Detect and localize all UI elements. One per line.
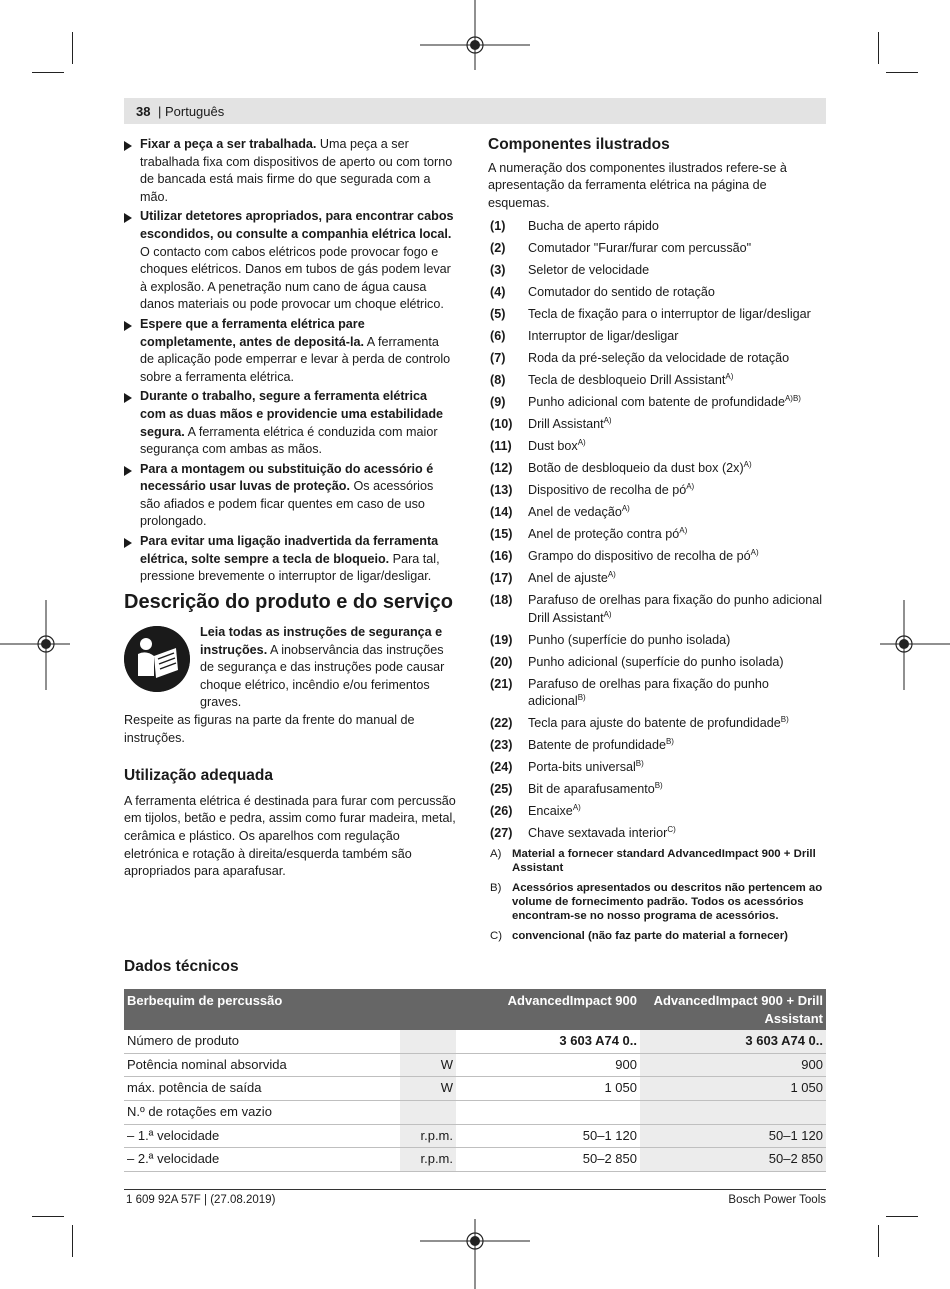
language-label: | Português (158, 104, 225, 119)
component-footnote: A) (603, 609, 612, 619)
left-column (124, 136, 456, 588)
read-instructions-block (124, 624, 456, 881)
bullet-arrow-icon (124, 538, 132, 548)
read-instructions-text (200, 624, 456, 712)
table-cell-unit: W (400, 1077, 456, 1101)
component-number: (12) (490, 461, 513, 476)
component-label: Comutador "Furar/furar com percussão" (528, 241, 752, 256)
component-item (488, 482, 826, 500)
table-cell-v2: 50–1 120 (640, 1124, 826, 1148)
component-number: (13) (490, 483, 513, 498)
component-footnote: A) (750, 547, 759, 557)
footnote-text: Material a fornecer standard AdvancedImpact 900 + Drill Assistant (512, 848, 816, 875)
component-number: (19) (490, 632, 513, 647)
crop-mark (878, 1225, 879, 1257)
table-cell-unit: r.p.m. (400, 1148, 456, 1172)
table-row (124, 1053, 826, 1077)
warning-bold: Durante o trabalho, segure a ferramenta elétrica com as duas mãos e providencie uma estabilidade segura. (140, 389, 444, 439)
table-header-cell: AdvancedImpact 900 (456, 989, 640, 1030)
component-number: (7) (490, 351, 506, 366)
component-label: Bucha de aperto rápido (528, 219, 659, 234)
component-label: Anel de vedação (528, 505, 622, 520)
component-number: (6) (490, 329, 506, 344)
table-cell-unit: r.p.m. (400, 1124, 456, 1148)
component-number: (25) (490, 782, 513, 797)
component-item (488, 262, 826, 280)
crop-mark (72, 1225, 73, 1257)
registration-mark-top (420, 0, 530, 70)
component-number: (26) (490, 804, 513, 819)
component-label: Comutador do sentido de rotação (528, 285, 715, 300)
component-item (488, 416, 826, 434)
table-cell-v2: 50–2 850 (640, 1148, 826, 1172)
component-label: Tecla para ajuste do batente de profundidade (528, 716, 781, 731)
component-number: (5) (490, 307, 506, 322)
component-footnote: B) (654, 781, 663, 790)
component-item (488, 394, 826, 412)
crop-mark (886, 72, 918, 73)
warning-bold: Para evitar uma ligação inadvertida da ferramenta elétrica, solte sempre a tecla de bloqueio. (140, 534, 439, 566)
usage-title: Utilização adequada (124, 767, 274, 785)
warning-item (124, 316, 456, 386)
footer-doc-id: 1 609 92A 57F | (27.08.2019) (126, 1194, 276, 1206)
component-number: (18) (490, 593, 513, 608)
footnote-text: convencional (não faz parte do material a fornecer) (512, 930, 788, 943)
table-header-cell: Berbequim de percussão (124, 989, 400, 1030)
table-cell-label: Potência nominal absorvida (124, 1053, 400, 1077)
warning-text: A ferramenta elétrica é conduzida com maior segurança com ambas as mãos. (140, 424, 438, 457)
component-item (488, 781, 826, 799)
footnote-item (488, 929, 826, 943)
warning-text: O contacto com cabos elétricos pode provocar fogo e choques elétricos. Danos em tubos de gás podem levar à explosão. A penetração num cano de água causa danos materiais ou pode provocar um choque elétrico. (140, 244, 451, 312)
component-label: Tecla de desbloqueio Drill Assistant (528, 373, 726, 388)
component-label: Parafuso de orelhas para fixação do punho adicional Drill Assistant (528, 593, 823, 625)
read-bold: Leia todas as instruções de segurança e instruções. (200, 625, 443, 657)
component-label: Punho (superfície do punho isolada) (528, 632, 731, 647)
crop-mark (32, 72, 64, 73)
right-column (488, 136, 826, 949)
component-number: (2) (490, 241, 506, 256)
component-footnote: A) (743, 460, 752, 470)
components-list (488, 218, 826, 842)
table-cell-unit (400, 1030, 456, 1053)
crop-mark (72, 32, 73, 64)
page-header (124, 98, 826, 124)
component-number: (15) (490, 527, 513, 542)
component-item (488, 803, 826, 821)
component-footnote: C) (667, 824, 676, 834)
component-number: (4) (490, 285, 506, 300)
component-item (488, 240, 826, 258)
component-label: Parafuso de orelhas para fixação do punho adicional (528, 676, 769, 709)
table-cell-v2: 900 (640, 1053, 826, 1077)
table-cell-unit (400, 1100, 456, 1124)
component-number: (8) (490, 373, 506, 388)
table-cell-v1: 3 603 A74 0.. (456, 1030, 640, 1053)
warning-text: Uma peça a ser trabalhada fixa com dispositivos de aperto ou com torno de bancada está mais firme do que segurada com a mão. (140, 137, 453, 204)
component-item (488, 632, 826, 650)
table-cell-v1: 50–1 120 (456, 1124, 640, 1148)
table-cell-label: N.º de rotações em vazio (124, 1100, 400, 1124)
table-cell-v1: 50–2 850 (456, 1148, 640, 1172)
table-row (124, 1030, 826, 1053)
bullet-arrow-icon (124, 141, 132, 151)
component-item (488, 548, 826, 566)
component-number: (22) (490, 716, 513, 731)
bullet-arrow-icon (124, 466, 132, 476)
component-item (488, 592, 826, 627)
component-label: Punho adicional com batente de profundidade (528, 395, 785, 410)
component-item (488, 284, 826, 302)
component-number: (24) (490, 760, 513, 775)
respect-figures-text: Respeite as figuras na parte da frente do manual de instruções. (124, 712, 415, 745)
warning-item (124, 461, 456, 531)
component-footnote: A)B) (784, 394, 801, 404)
component-item (488, 438, 826, 456)
crop-mark (886, 1216, 918, 1217)
component-item (488, 218, 826, 236)
component-footnote: A) (607, 569, 616, 579)
component-footnote: B) (665, 737, 674, 747)
component-number: (16) (490, 549, 513, 564)
warning-text: A ferramenta de aplicação pode emperrar e levar à perda de controlo sobre a ferramenta elétrica. (140, 334, 451, 384)
warning-bold: Utilizar detetores apropriados, para encontrar cabos escondidos, ou consulte a companhia elétrica local. (140, 209, 454, 241)
component-number: (9) (490, 395, 506, 410)
registration-mark-bottom (420, 1219, 530, 1289)
component-label: Roda da pré-seleção da velocidade de rotação (528, 351, 790, 366)
warning-bold: Fixar a peça a ser trabalhada. (140, 137, 317, 151)
tech-data-table (124, 989, 826, 1172)
table-cell-label: – 2.ª velocidade (124, 1148, 400, 1172)
component-number: (1) (490, 219, 506, 234)
tech-data-title: Dados técnicos (124, 958, 239, 975)
footnote-item (488, 881, 826, 923)
read-text: A inobservância das instruções de segurança e das instruções pode causar choque elétrico, incêndio e/ou ferimentos graves. (200, 642, 445, 710)
component-item (488, 570, 826, 588)
components-intro: A numeração dos componentes ilustrados refere-se à apresentação da ferramenta elétrica na página de esquemas. (488, 160, 787, 210)
table-row (124, 1148, 826, 1172)
table-cell-v1 (456, 1100, 640, 1124)
component-label: Dispositivo de recolha de pó (528, 483, 687, 498)
component-label: Chave sextavada interior (528, 826, 668, 841)
component-number: (14) (490, 505, 513, 520)
component-item (488, 350, 826, 368)
component-label: Grampo do dispositivo de recolha de pó (528, 549, 751, 564)
footnote-key: B) (490, 882, 502, 895)
component-notes (488, 847, 826, 943)
warning-bold: Espere que a ferramenta elétrica pare completamente, antes de depositá-la. (140, 316, 365, 349)
page-number: 38 (136, 104, 151, 119)
warning-item (124, 208, 456, 314)
component-item (488, 715, 826, 733)
table-header-row (124, 989, 826, 1030)
registration-mark-left (0, 600, 70, 690)
component-label: Dust box (528, 439, 578, 454)
component-label: Punho adicional (superfície do punho isolada) (528, 654, 784, 669)
component-number: (11) (490, 439, 512, 454)
component-footnote: A) (577, 438, 586, 448)
component-number: (17) (490, 571, 513, 586)
table-row (124, 1100, 826, 1124)
table-body (124, 1030, 826, 1171)
warning-text: Os acessórios são afiados e podem ficar quentes em caso de uso prolongado. (140, 479, 434, 529)
component-item (488, 504, 826, 522)
bullet-arrow-icon (124, 213, 132, 223)
table-header-cell: AdvancedImpact 900 + Drill Assistant (640, 989, 826, 1030)
warning-item (124, 533, 456, 586)
footnote-key: C) (490, 930, 503, 943)
component-label: Bit de aparafusamento (528, 782, 655, 797)
component-label: Seletor de velocidade (528, 263, 650, 278)
footer-brand: Bosch Power Tools (728, 1194, 826, 1206)
component-item (488, 676, 826, 711)
component-label: Porta-bits universal (528, 760, 636, 775)
component-label: Encaixe (528, 804, 573, 819)
crop-mark (32, 1216, 64, 1217)
component-footnote: A) (603, 416, 612, 426)
table-cell-v2: 1 050 (640, 1077, 826, 1101)
component-number: (23) (490, 738, 513, 753)
usage-text: A ferramenta elétrica é destinada para furar com percussão em tijolos, betão e pedra, assim como furar madeira, metal, cerâmica e plástico. Os aparelhos com regulação eletrónica e rotação à direita/esquerda também são apropriados para aparafusar. (124, 793, 456, 879)
registration-mark-right (880, 600, 950, 690)
safety-warnings (124, 136, 456, 586)
table-row (124, 1124, 826, 1148)
component-item (488, 460, 826, 478)
table-cell-v1: 1 050 (456, 1077, 640, 1101)
table-cell-v2 (640, 1100, 826, 1124)
table-cell-v1: 900 (456, 1053, 640, 1077)
warning-bold: Para a montagem ou substituição do acessório é necessário usar luvas de proteção. (140, 461, 434, 494)
bullet-arrow-icon (124, 321, 132, 331)
component-item (488, 654, 826, 672)
component-item (488, 372, 826, 390)
component-footnote: B) (577, 693, 586, 703)
component-item (488, 825, 826, 843)
component-number: (27) (490, 826, 513, 841)
component-number: (3) (490, 263, 506, 278)
component-footnote: B) (780, 715, 789, 725)
component-label: Anel de ajuste (528, 571, 608, 586)
component-item (488, 759, 826, 777)
footnote-key: A) (490, 848, 502, 861)
component-item (488, 306, 826, 324)
footnote-item (488, 847, 826, 875)
component-label: Anel de proteção contra pó (528, 527, 680, 542)
component-footnote: B) (635, 759, 644, 769)
component-label: Tecla de fixação para o interruptor de ligar/desligar (528, 307, 811, 322)
warning-item (124, 388, 456, 458)
component-item (488, 737, 826, 755)
component-label: Botão de desbloqueio da dust box (2x) (528, 461, 744, 476)
bullet-arrow-icon (124, 393, 132, 403)
section-title: Descrição do produto e do serviço (124, 591, 453, 613)
table-cell-label: Número de produto (124, 1030, 400, 1053)
component-item (488, 526, 826, 544)
table-cell-v2: 3 603 A74 0.. (640, 1030, 826, 1053)
warning-text: Para tal, pressione brevemente o interruptor de ligar/desligar. (140, 551, 440, 584)
component-footnote: A) (621, 503, 630, 513)
footer-divider (124, 1189, 826, 1190)
component-item (488, 328, 826, 346)
component-footnote: A) (686, 482, 695, 491)
table-row (124, 1077, 826, 1101)
component-footnote: A) (679, 525, 688, 535)
component-number: (21) (490, 676, 513, 691)
component-footnote: A) (572, 802, 581, 812)
table-cell-label: máx. potência de saída (124, 1077, 400, 1101)
crop-mark (878, 32, 879, 64)
component-label: Batente de profundidade (528, 738, 666, 753)
component-number: (10) (490, 417, 513, 432)
footnote-text: Acessórios apresentados ou descritos não pertencem ao volume de fornecimento padrão. Todos os acessórios encontram-se no nosso programa de acessórios. (512, 882, 823, 923)
table-header-cell (400, 989, 456, 1030)
component-label: Drill Assistant (528, 417, 604, 432)
components-title: Componentes ilustrados (488, 136, 670, 153)
component-footnote: A) (725, 372, 734, 382)
table-cell-unit: W (400, 1053, 456, 1077)
read-manual-icon (124, 626, 190, 692)
table-cell-label: – 1.ª velocidade (124, 1124, 400, 1148)
component-number: (20) (490, 654, 513, 669)
component-label: Interruptor de ligar/desligar (528, 329, 679, 344)
warning-item (124, 136, 456, 206)
